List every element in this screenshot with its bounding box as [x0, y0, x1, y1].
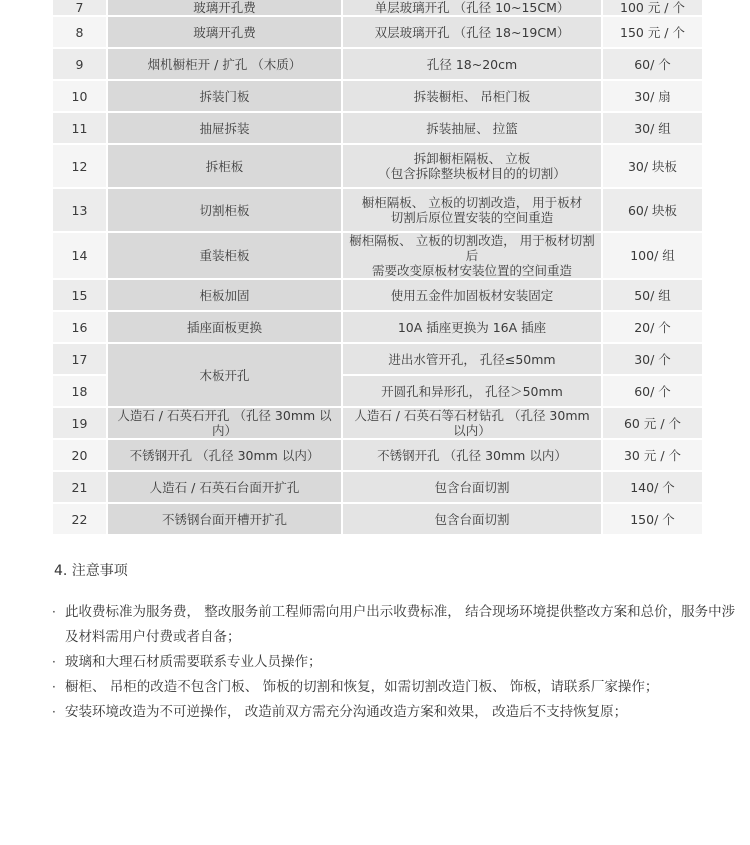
- note-bullet: ·: [52, 655, 56, 669]
- item-price: 30/ 块板: [603, 145, 702, 189]
- item-name: 玻璃开孔费: [108, 0, 343, 17]
- note-bullet: ·: [52, 705, 56, 719]
- item-description: 包含台面切割: [343, 504, 603, 536]
- item-price: 60/ 个: [603, 376, 702, 408]
- table-row: [53, 440, 702, 472]
- row-number: 10: [53, 81, 108, 113]
- row-number: 14: [53, 233, 108, 280]
- item-description: 包含台面切割: [343, 472, 603, 504]
- note-text: 玻璃和大理石材质需要联系专业人员操作；: [65, 654, 322, 670]
- item-price: 50/ 组: [603, 280, 702, 312]
- item-description: 拆装抽屉、 拉篮: [343, 113, 603, 145]
- row-number: 11: [53, 113, 108, 145]
- item-name: 重装柜板: [108, 233, 343, 280]
- item-name: 抽屉拆装: [108, 113, 343, 145]
- row-number: 8: [53, 17, 108, 49]
- row-number: 9: [53, 49, 108, 81]
- item-price: 30/ 个: [603, 344, 702, 376]
- item-price: 140/ 个: [603, 472, 702, 504]
- item-description: 使用五金件加固板材安装固定: [343, 280, 603, 312]
- note-item: [52, 650, 742, 675]
- note-bullet: ·: [52, 680, 56, 694]
- item-description: 单层玻璃开孔 （孔径 10~15CM）: [343, 0, 603, 17]
- item-name: 玻璃开孔费: [108, 17, 343, 49]
- item-description: 孔径 18~20cm: [343, 49, 603, 81]
- notes-title: 4. 注意事项: [54, 563, 128, 579]
- item-price: 150 元 / 个: [603, 17, 702, 49]
- row-number: 17: [53, 344, 108, 376]
- item-name: 人造石 / 石英石开孔 （孔径 30mm 以内）: [108, 408, 343, 440]
- item-price: 30/ 扇: [603, 81, 702, 113]
- item-description: 双层玻璃开孔 （孔径 18~19CM）: [343, 17, 603, 49]
- item-description: 人造石 / 石英石等石材钻孔 （孔径 30mm 以内）: [343, 408, 603, 440]
- item-price: 30 元 / 个: [603, 440, 702, 472]
- table-row: [53, 145, 702, 189]
- item-name: 不锈钢台面开槽开扩孔: [108, 504, 343, 536]
- item-price: 60 元 / 个: [603, 408, 702, 440]
- table-row: [53, 344, 702, 376]
- item-name: 烟机橱柜开 / 扩孔 （木质）: [108, 49, 343, 81]
- table-row: [53, 280, 702, 312]
- row-number: 22: [53, 504, 108, 536]
- item-name: 拆装门板: [108, 81, 343, 113]
- item-price: 100/ 组: [603, 233, 702, 280]
- notes-section: [52, 560, 742, 725]
- table-row: [53, 472, 702, 504]
- item-name: 不锈钢开孔 （孔径 30mm 以内）: [108, 440, 343, 472]
- item-name: 木板开孔: [108, 344, 343, 408]
- table-row: [53, 17, 702, 49]
- note-text: 橱柜、 吊柜的改造不包含门板、 饰板的切割和恢复，如需切割改造门板、 饰板，请联系厂家操作；: [65, 679, 659, 695]
- note-text: 安装环境改造为不可逆操作， 改造前双方需充分沟通改造方案和效果， 改造后不支持恢复原；: [65, 704, 628, 720]
- item-description: 进出水管开孔， 孔径≤50mm: [343, 344, 603, 376]
- note-item: [52, 675, 742, 700]
- table-row: [53, 233, 702, 280]
- row-number: 13: [53, 189, 108, 233]
- row-number: 12: [53, 145, 108, 189]
- table-row: [53, 312, 702, 344]
- item-description: 橱柜隔板、 立板的切割改造， 用于板材切割后 需要改变原板材安装位置的空间重造: [343, 233, 603, 280]
- table-row: [53, 189, 702, 233]
- row-number: 21: [53, 472, 108, 504]
- item-description: 拆卸橱柜隔板、 立板 （包含拆除整块板材目的的切割）: [343, 145, 603, 189]
- table-row: [53, 81, 702, 113]
- item-description: 拆装橱柜、 吊柜门板: [343, 81, 603, 113]
- item-price: 100 元 / 个: [603, 0, 702, 17]
- table-row: [53, 0, 702, 17]
- row-number: 20: [53, 440, 108, 472]
- item-price: 20/ 个: [603, 312, 702, 344]
- item-name: 拆柜板: [108, 145, 343, 189]
- item-price: 60/ 块板: [603, 189, 702, 233]
- table-row: [53, 113, 702, 145]
- item-price: 60/ 个: [603, 49, 702, 81]
- item-price: 150/ 个: [603, 504, 702, 536]
- item-description: 不锈钢开孔 （孔径 30mm 以内）: [343, 440, 603, 472]
- row-number: 18: [53, 376, 108, 408]
- table-row: [53, 504, 702, 536]
- note-item: [52, 700, 742, 725]
- row-number: 7: [53, 0, 108, 17]
- row-number: 16: [53, 312, 108, 344]
- table-row: [53, 49, 702, 81]
- item-name: 切割柜板: [108, 189, 343, 233]
- table-row: [53, 408, 702, 440]
- row-number: 15: [53, 280, 108, 312]
- item-price: 30/ 组: [603, 113, 702, 145]
- row-number: 19: [53, 408, 108, 440]
- item-name: 柜板加固: [108, 280, 343, 312]
- item-description: 橱柜隔板、 立板的切割改造， 用于板材 切割后原位置安装的空间重造: [343, 189, 603, 233]
- item-name: 人造石 / 石英石台面开扩孔: [108, 472, 343, 504]
- note-item: [52, 600, 742, 650]
- item-name: 插座面板更换: [108, 312, 343, 344]
- note-bullet: ·: [52, 605, 56, 619]
- note-text: 此收费标准为服务费， 整改服务前工程师需向用户出示收费标准， 结合现场环境提供整改方案和总价，服务中涉及材料需用户付费或者自备；: [65, 604, 736, 645]
- item-description: 开圆孔和异形孔， 孔径＞50mm: [343, 376, 603, 408]
- item-description: 10A 插座更换为 16A 插座: [343, 312, 603, 344]
- service-fee-table: [53, 0, 702, 536]
